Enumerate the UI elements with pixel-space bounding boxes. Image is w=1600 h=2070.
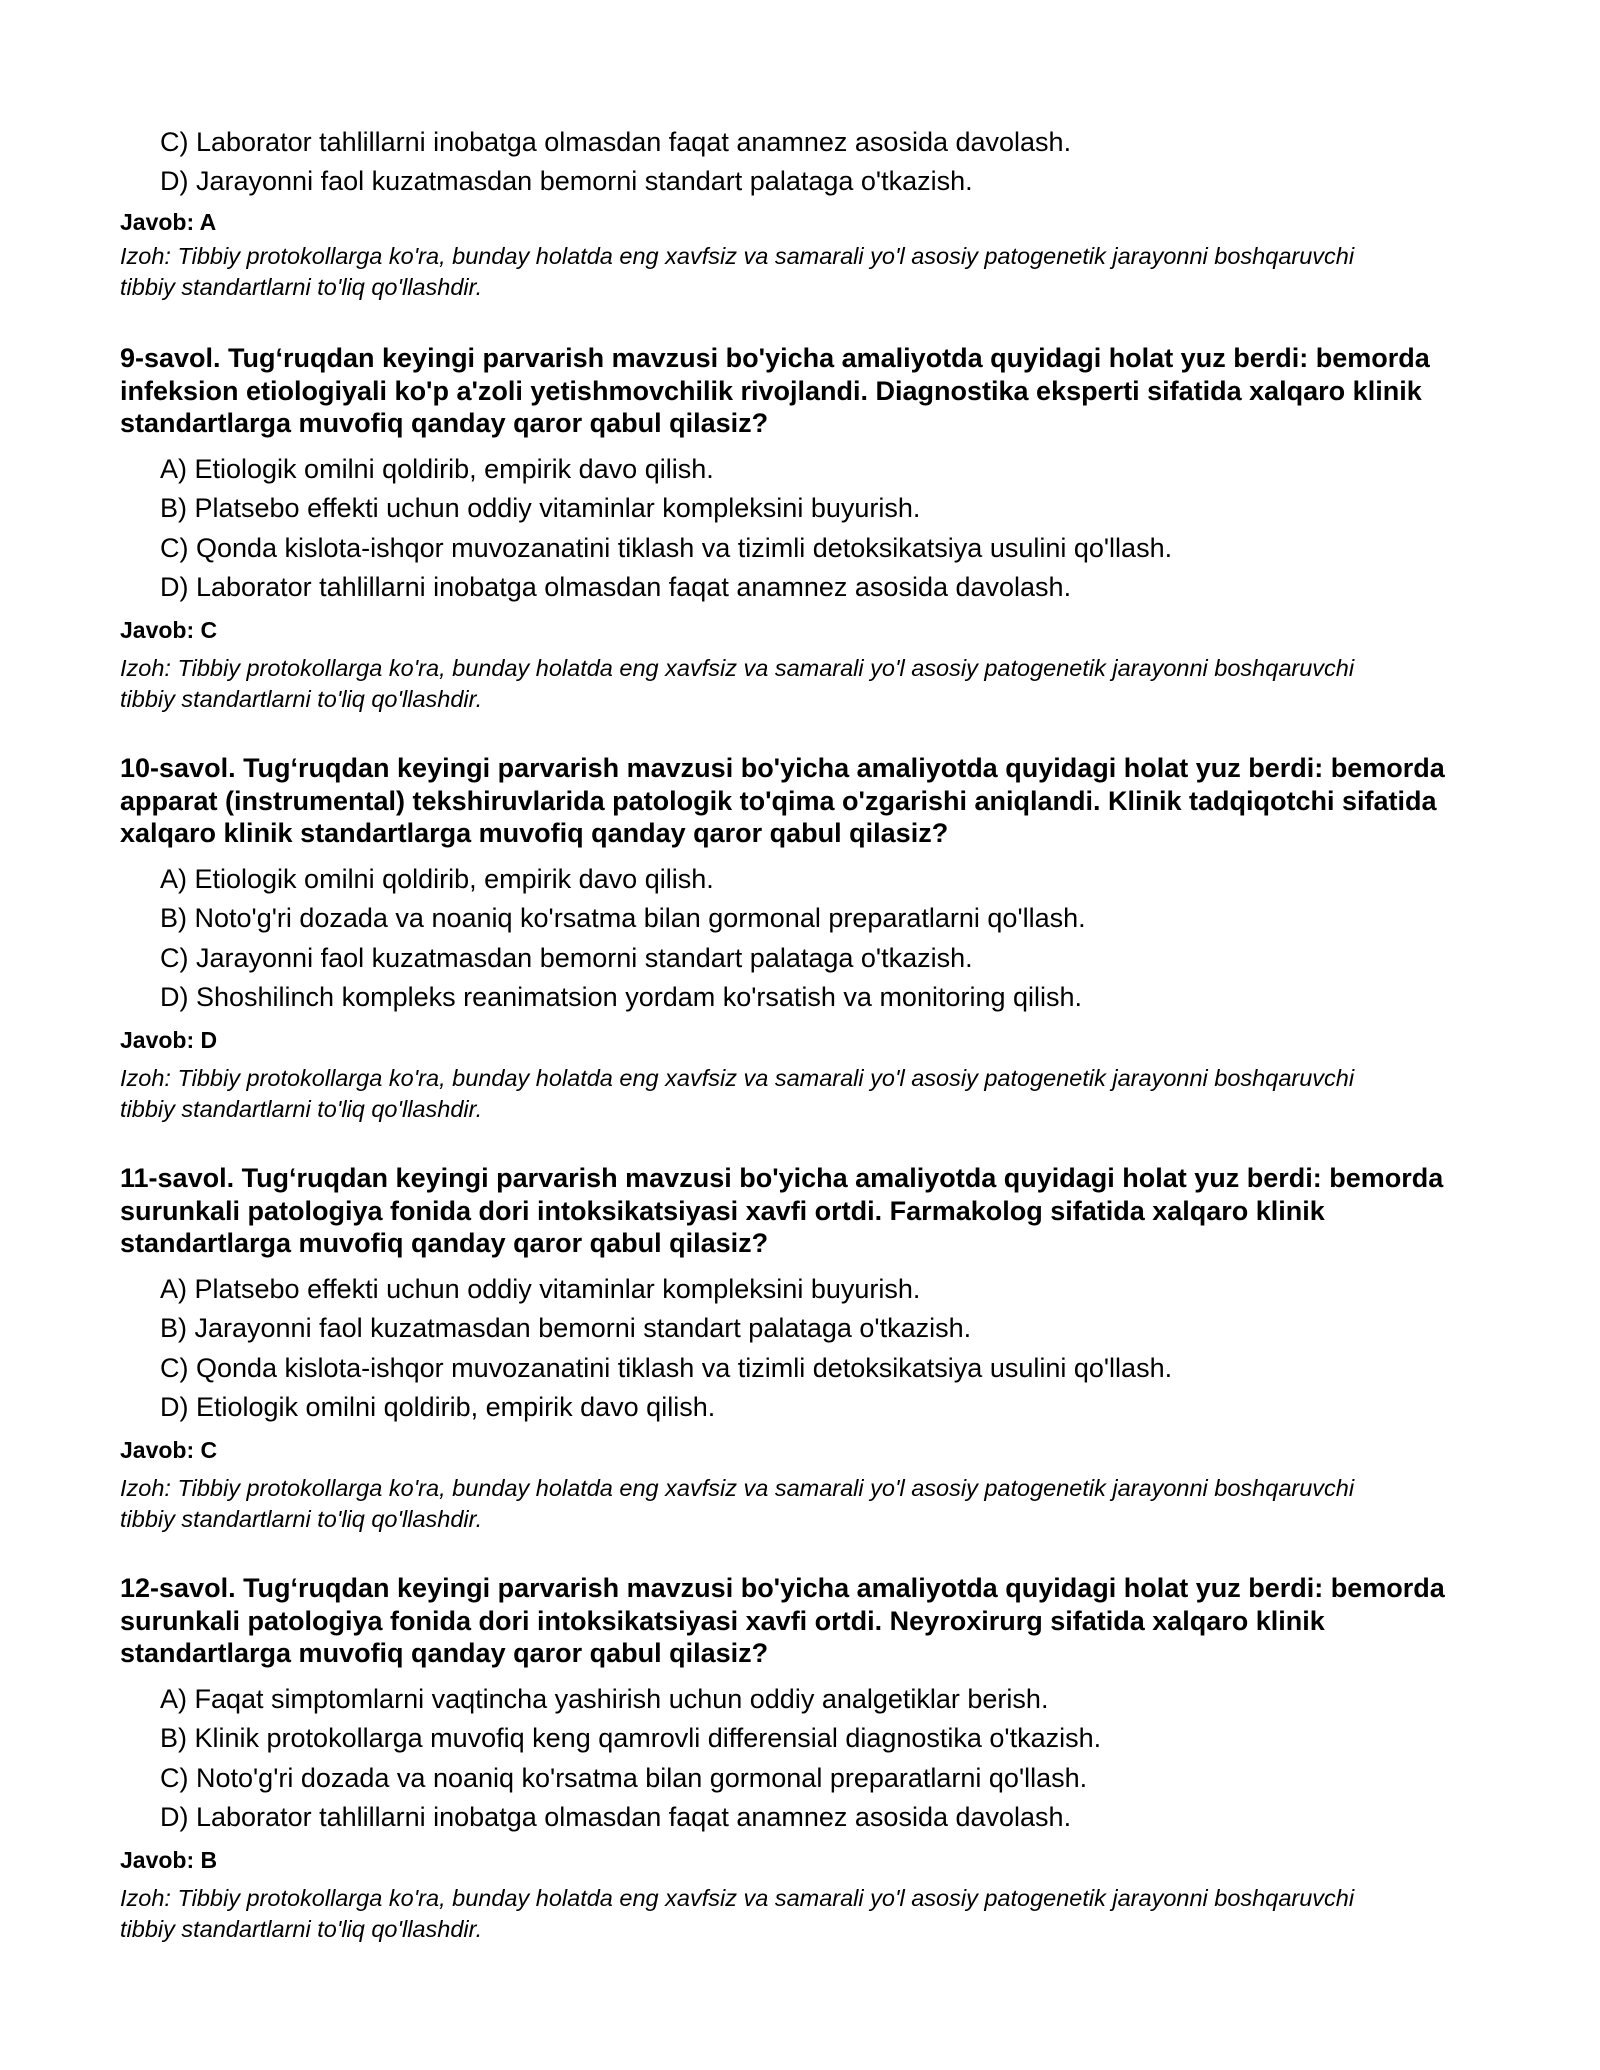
question-10-title: 10-savol. Tug‘ruqdan keyingi parvarish mavzusi bo'yicha amaliyotda quyidagi holat yuz berdi: bemorda apparat (instrumental) tekshiruvlarida patologik to'qima o'zgarishi aniqlandi. Klinik tadqiqotchi sifatida xalqaro klinik standartlarga muvofiq qanday qaror qabul qilasiz? xyxy=(120,753,1445,849)
question-11-title: 11-savol. Tug‘ruqdan keyingi parvarish mavzusi bo'yicha amaliyotda quyidagi holat yuz berdi: bemorda surunkali patologiya fonida dori intoksikatsiyasi xavfi ortdi. Farmakolog sifatida xalqaro klinik standartlarga muvofiq qanday qaror qabul qilasiz? xyxy=(120,1163,1444,1259)
question-10-option-d: D) Shoshilinch kompleks reanimatsion yordam ko'rsatish va monitoring qilish. xyxy=(160,982,1083,1012)
question-8-explanation: Izoh: Tibbiy protokollarga ko'ra, bunday holatda eng xavfsiz va samarali yo'l asosiy patogenetik jarayonni boshqaruvchi tibbiy standartlarni to'liq qo'llashdir. xyxy=(120,243,1355,300)
question-9 xyxy=(120,342,1480,715)
question-10-option-c: C) Jarayonni faol kuzatmasdan bemorni standart palataga o'tkazish. xyxy=(160,942,973,973)
question-12-explanation: Izoh: Tibbiy protokollarga ko'ra, bunday holatda eng xavfsiz va samarali yo'l asosiy patogenetik jarayonni boshqaruvchi tibbiy standartlarni to'liq qo'llashdir. xyxy=(120,1885,1355,1943)
question-9-options xyxy=(120,450,1480,608)
question-10 xyxy=(120,752,1480,1125)
question-12-title: 12-savol. Tug‘ruqdan keyingi parvarish mavzusi bo'yicha amaliyotda quyidagi holat yuz berdi: bemorda surunkali patologiya fonida dori intoksikatsiyasi xavfi ortdi. Neyroxirurg sifatida xalqaro klinik standartlarga muvofiq qanday qaror qabul qilasiz? xyxy=(120,1573,1445,1669)
question-8-option-d: D) Jarayonni faol kuzatmasdan bemorni standart palataga o'tkazish. xyxy=(160,166,973,197)
question-12-option-d: D) Laborator tahlillarni inobatga olmasdan faqat anamnez asosida davolash. xyxy=(160,1802,1072,1832)
question-9-option-c: C) Qonda kislota-ishqor muvozanatini tiklash va tizimli detoksikatsiya usulini qo'llash. xyxy=(160,532,1173,563)
question-12 xyxy=(120,1572,1480,1945)
question-11-option-b: B) Jarayonni faol kuzatmasdan bemorni standart palataga o'tkazish. xyxy=(160,1313,972,1344)
question-9-option-a: A) Etiologik omilni qoldirib, empirik davo qilish. xyxy=(160,453,714,484)
question-10-answer: Javob: D xyxy=(120,1027,218,1054)
question-11-option-d: D) Etiologik omilni qoldirib, empirik davo qilish. xyxy=(160,1392,716,1422)
question-9-answer: Javob: C xyxy=(120,617,218,644)
question-8-option-c: C) Laborator tahlillarni inobatga olmasdan faqat anamnez asosida davolash. xyxy=(160,127,1072,157)
question-11-options xyxy=(120,1270,1480,1428)
question-8-options xyxy=(160,123,1460,202)
question-12-option-a: A) Faqat simptomlarni vaqtincha yashirish uchun oddiy analgetiklar berish. xyxy=(160,1683,1049,1714)
question-10-option-a: A) Etiologik omilni qoldirib, empirik davo qilish. xyxy=(160,863,714,894)
question-11-option-c: C) Qonda kislota-ishqor muvozanatini tiklash va tizimli detoksikatsiya usulini qo'llash. xyxy=(160,1352,1173,1383)
question-9-option-d: D) Laborator tahlillarni inobatga olmasdan faqat anamnez asosida davolash. xyxy=(160,572,1072,602)
question-12-options xyxy=(120,1680,1480,1838)
question-9-option-b: B) Platsebo effekti uchun oddiy vitaminlar kompleksini buyurish. xyxy=(160,493,921,524)
question-10-options xyxy=(120,860,1480,1018)
question-11-option-a: A) Platsebo effekti uchun oddiy vitaminlar kompleksini buyurish. xyxy=(160,1273,921,1304)
question-12-option-b: B) Klinik protokollarga muvofiq keng qamrovli differensial diagnostika o'tkazish. xyxy=(160,1723,1102,1754)
question-11-answer: Javob: C xyxy=(120,1437,218,1464)
question-9-explanation: Izoh: Tibbiy protokollarga ko'ra, bunday holatda eng xavfsiz va samarali yo'l asosiy patogenetik jarayonni boshqaruvchi tibbiy standartlarni to'liq qo'llashdir. xyxy=(120,655,1355,713)
question-11-explanation: Izoh: Tibbiy protokollarga ko'ra, bunday holatda eng xavfsiz va samarali yo'l asosiy patogenetik jarayonni boshqaruvchi tibbiy standartlarni to'liq qo'llashdir. xyxy=(120,1475,1355,1533)
question-11 xyxy=(120,1162,1480,1535)
question-8-answer: Javob: A xyxy=(120,209,217,235)
question-12-answer: Javob: B xyxy=(120,1847,218,1874)
question-12-option-c: C) Noto'g'ri dozada va noaniq ko'rsatma bilan gormonal preparatlarni qo'llash. xyxy=(160,1762,1088,1793)
question-10-explanation: Izoh: Tibbiy protokollarga ko'ra, bunday holatda eng xavfsiz va samarali yo'l asosiy patogenetik jarayonni boshqaruvchi tibbiy standartlarni to'liq qo'llashdir. xyxy=(120,1065,1355,1123)
question-10-option-b: B) Noto'g'ri dozada va noaniq ko'rsatma bilan gormonal preparatlarni qo'llash. xyxy=(160,903,1086,934)
question-9-title: 9-savol. Tug‘ruqdan keyingi parvarish mavzusi bo'yicha amaliyotda quyidagi holat yuz berdi: bemorda infeksion etiologiyali ko'p a'zoli yetishmovchilik rivojlandi. Diagnostika eksperti sifatida xalqaro klinik standartlarga muvofiq qanday qaror qabul qilasiz? xyxy=(120,343,1430,439)
